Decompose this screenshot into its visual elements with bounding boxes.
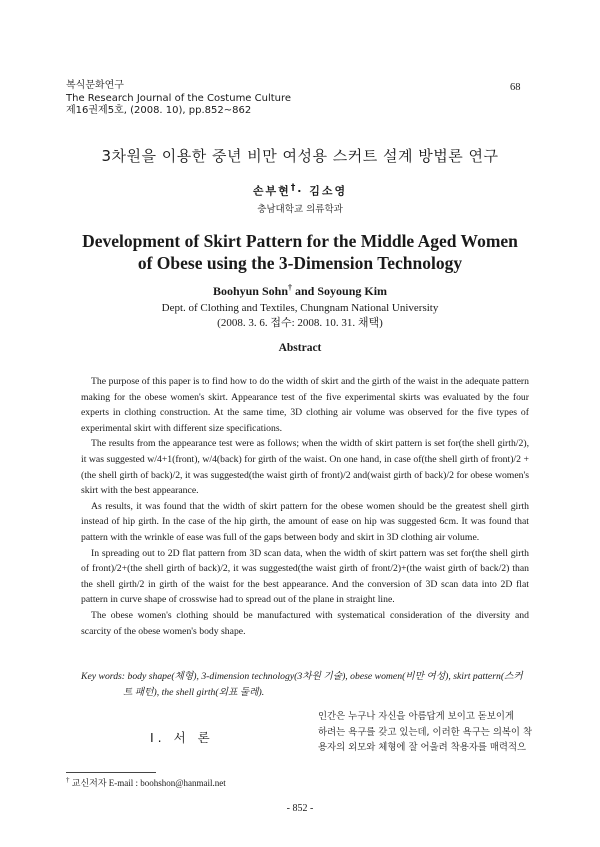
korean-authors xyxy=(0,182,600,199)
footnote-mark: † xyxy=(66,776,70,784)
abstract-paragraph: The results from the appearance test were as follows; when the width of skirt pattern is set for(the shell girth/2), it was suggested w/4+1(front), w/4(back) for girth of the waist. On one hand, in case of(the shell girth of front)/2 +(the shell girth of back)/2, it was suggested(the waist girth of front)/2 and(waist girth of back)/2 for obese women's skirt with the best appearance. xyxy=(81,438,529,497)
keywords-line-2: 트 패턴), the shell girth(외표 둘레). xyxy=(123,686,265,698)
footnote xyxy=(66,776,226,789)
footnote-divider xyxy=(66,772,156,773)
journal-name-english: The Research Journal of the Costume Culture xyxy=(66,92,292,104)
abstract-heading: Abstract xyxy=(278,342,322,354)
english-title-line-2: of Obese using the 3-Dimension Technology xyxy=(137,253,463,273)
keywords-label: Key words: xyxy=(81,671,126,682)
intro-line: 하려는 욕구를 갖고 있는데, 이러한 욕구는 의복이 착 xyxy=(318,726,533,738)
english-affiliation: Dept. of Clothing and Textiles, Chungnam National University xyxy=(161,302,439,314)
english-authors xyxy=(0,283,600,299)
abstract-paragraph: The purpose of this paper is to find how to do the width of skirt and the girth of the waist in the adequate pattern making for the obese women's skirt. Appearance test of the five experimental skirts was evaluated by the four experts in clothing construction. At the same time, 3D clothing air volume was observed for the five types of experimental skirt with different size specifications. xyxy=(81,376,529,434)
korean-author-1: 손부현 xyxy=(252,184,291,198)
page-footer-number: - 852 - xyxy=(286,803,314,814)
journal-header xyxy=(66,80,291,118)
korean-author-2: · 김소영 xyxy=(297,184,348,198)
header-page-number: 68 xyxy=(510,82,521,93)
english-title-line-1: Development of Skirt Pattern for the Middle Aged Women xyxy=(82,231,518,251)
abstract-paragraph: The obese women's clothing should be manufactured with systematical consideration of the diversity and scarcity of the obese women's body shape. xyxy=(81,609,529,637)
section-heading-introduction: Ⅰ. 서 론 xyxy=(150,730,214,745)
intro-line: 용자의 외모와 체형에 잘 어울려 착용자를 매력적으 xyxy=(318,742,527,754)
abstract-body xyxy=(81,374,529,639)
english-author-2: and Soyoung Kim xyxy=(292,284,388,298)
korean-affiliation: 충남대학교 의류학과 xyxy=(257,204,343,215)
keywords xyxy=(81,669,529,700)
english-title xyxy=(0,230,600,274)
submission-dates: (2008. 3. 6. 접수: 2008. 10. 31. 채택) xyxy=(217,317,383,329)
journal-volume-info: 제16권제5호, (2008. 10), pp.852~862 xyxy=(66,105,252,116)
english-affiliation-block xyxy=(0,301,600,331)
intro-line: 인간은 누구나 자신을 아름답게 보이고 돋보이게 xyxy=(318,711,515,722)
abstract-paragraph: As results, it was found that the width of skirt pattern for the obese women should be the greatest shell girth instead of hip girth. In the case of the hip girth, the amount of ease on hip was suggested 6cm. It was found that pattern with the wrinkle of ease was full of the gaps between body and skirt in 3D clothing air volume. xyxy=(81,500,529,543)
keywords-line-1: body shape(체형), 3-dimension technology(3차원 기술), obese women(비만 여성), skirt pattern(스커 xyxy=(125,671,523,682)
english-author-1: Boohyun Sohn xyxy=(212,284,288,298)
english-corresponding-mark: † xyxy=(288,283,292,292)
introduction-text xyxy=(318,709,532,756)
footnote-text: 교신저자 E-mail : boohshon@hanmail.net xyxy=(69,778,226,788)
korean-title: 3차원을 이용한 중년 비만 여성용 스커트 설계 방법론 연구 xyxy=(101,147,499,165)
abstract-paragraph: In spreading out to 2D flat pattern from 3D scan data, when the width of skirt pattern was set for(the shell girth of front)/2+(the shell girth of back)/2, it was suggested(the waist girth of front/2)+(the waist girth of back/2) than the shell girth/2 in girth of the waist for the best appearance. And the conversion of 3D scan data into 2D flat pattern in curve shape of crosswise had to spread out of the plane in straight line. xyxy=(81,547,529,606)
corresponding-mark: † xyxy=(290,182,298,193)
journal-name-korean: 복식문화연구 xyxy=(66,80,124,91)
